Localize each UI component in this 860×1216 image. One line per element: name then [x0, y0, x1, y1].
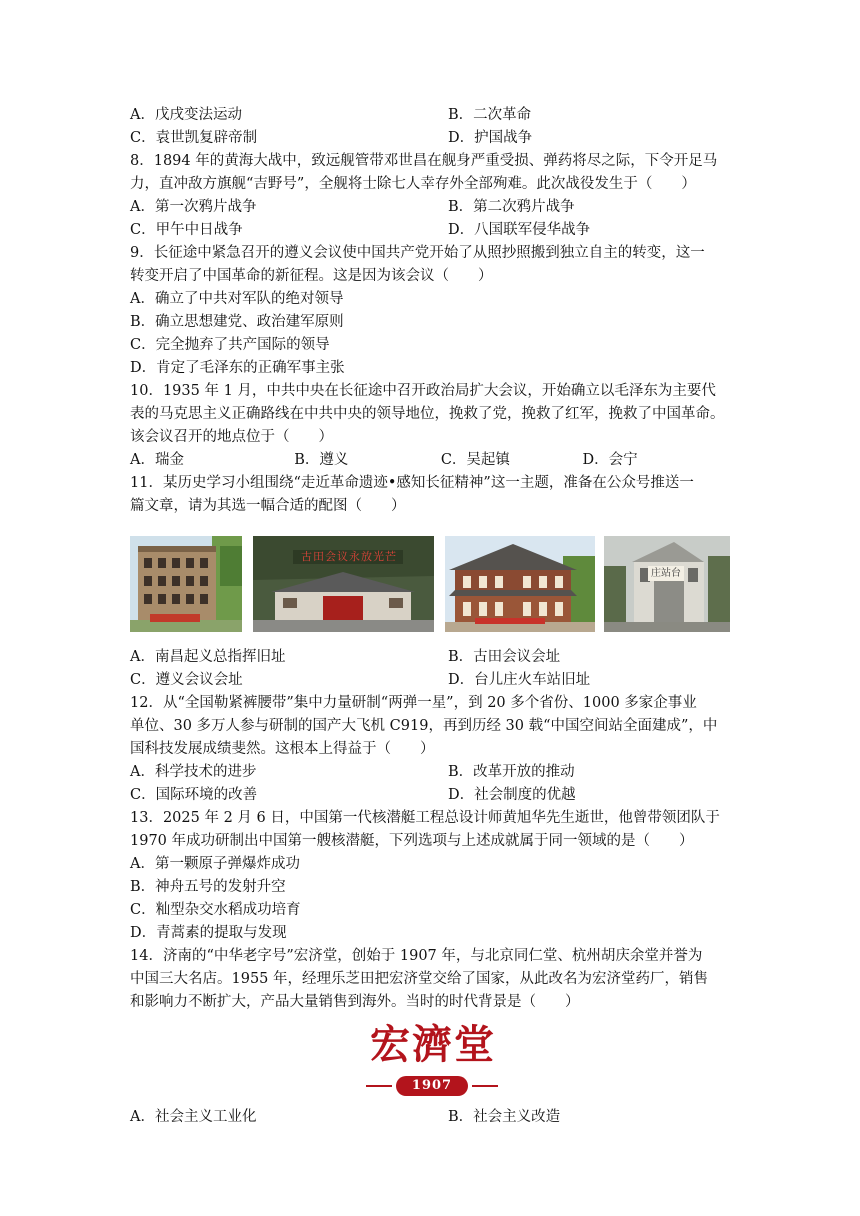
q10-option-c[interactable]: C．吴起镇 [440, 452, 510, 468]
logo-brand-text: 宏濟堂 [370, 1021, 496, 1068]
q12-stem-line2: 单位、30 多万人参与研制的国产大飞机 C919，再到历经 30 载“中国空间站全面建成”，中 [130, 718, 718, 734]
logo-year-text: 1907 [411, 1078, 453, 1093]
logo-rule-right [472, 1085, 498, 1087]
taierzhuang-sign-text: 庄站台 [648, 566, 684, 581]
photo-gutian-site [253, 536, 434, 632]
q8-option-d[interactable]: D．八国联军侵华战争 [448, 222, 591, 238]
q8-option-c[interactable]: C．甲午中日战争 [130, 222, 243, 238]
q12-option-b[interactable]: B．改革开放的推动 [448, 764, 575, 780]
q9-option-b[interactable]: B．确立思想建党、政治建军原则 [130, 314, 344, 330]
q11-option-d[interactable]: D．台儿庄火车站旧址 [448, 672, 591, 688]
photo-nanchang-hq [130, 536, 242, 632]
logo-rule-left [366, 1085, 392, 1087]
q7-option-d[interactable]: D．护国战争 [448, 130, 533, 146]
q10-options-row [130, 449, 730, 472]
q13-option-a[interactable]: A．第一颗原子弹爆炸成功 [130, 856, 300, 872]
q9-stem-line1: 9．长征途中紧急召开的遵义会议使中国共产党开始了从照抄照搬到独立自主的转变，这一 [130, 245, 705, 261]
q14-stem-line2: 中国三大名店。1955 年，经理乐芝田把宏济堂交给了国家，从此改名为宏济堂药厂，销售 [130, 971, 709, 987]
q10-option-d[interactable]: D．会宁 [582, 452, 638, 468]
q12-options-row2 [130, 784, 730, 807]
q9-option-a[interactable]: A．确立了中共对军队的绝对领导 [130, 291, 344, 307]
hongjitang-logo [130, 1022, 730, 1106]
q11-option-a[interactable]: A．南昌起义总指挥旧址 [130, 649, 286, 665]
q14-options-row1 [130, 1106, 730, 1129]
q13-option-b[interactable]: B．神舟五号的发射升空 [130, 879, 286, 895]
q8-options-row2 [130, 219, 730, 242]
q10-stem-line1: 10．1935 年 1 月，中共中央在长征途中召开政治局扩大会议，开始确立以毛泽东为主要代 [130, 383, 716, 399]
q9-option-d[interactable]: D．肯定了毛泽东的正确军事主张 [130, 360, 345, 376]
q7-option-c[interactable]: C．袁世凯复辟帝制 [130, 130, 258, 146]
q10-option-a[interactable]: A．瑞金 [130, 452, 184, 468]
exam-page [130, 104, 730, 1129]
photo-taierzhuang-station [604, 536, 730, 632]
q12-options-row1 [130, 761, 730, 784]
q13-option-c[interactable]: C．籼型杂交水稻成功培育 [130, 902, 301, 918]
q12-stem-line1: 12．从“全国勒紧裤腰带”集中力量研制“两弹一星”，到 20 多个省份、1000 多家企事业 [130, 695, 697, 711]
q14-option-b[interactable]: B．社会主义改造 [448, 1109, 561, 1125]
q12-stem-line3: 国科技发展成绩斐然。这根本上得益于（ ） [130, 741, 435, 757]
q13-stem-line2: 1970 年成功研制出中国第一艘核潜艇，下列选项与上述成就属于同一领域的是（ ） [130, 833, 694, 849]
q8-option-b[interactable]: B．第二次鸦片战争 [448, 199, 575, 215]
q14-stem-line3: 和影响力不断扩大，产品大量销售到海外。当时的时代背景是（ ） [130, 994, 580, 1010]
photo-zunyi-site [445, 536, 595, 632]
logo-year-badge [396, 1076, 468, 1096]
q10-option-b[interactable]: B．遵义 [294, 452, 349, 468]
q14-option-a[interactable]: A．社会主义工业化 [130, 1109, 257, 1125]
q11-options-row2 [130, 669, 730, 692]
q13-option-d[interactable]: D．青蒿素的提取与发现 [130, 925, 287, 941]
q12-option-c[interactable]: C．国际环境的改善 [130, 787, 258, 803]
q8-stem-line1: 8．1894 年的黄海大战中，致远舰管带邓世昌在舰身严重受损、弹药将尽之际，下令开足马 [130, 153, 718, 169]
q7-options-row1 [130, 104, 730, 127]
q12-option-d[interactable]: D．社会制度的优越 [448, 787, 576, 803]
q10-stem-line2: 表的马克思主义正确路线在中共中央的领导地位，挽救了党，挽救了红军，挽救了中国革命。 [130, 406, 725, 422]
q14-stem-line1: 14．济南的“中华老字号”宏济堂，创始于 1907 年，与北京同仁堂、杭州胡庆余堂并誉为 [130, 948, 703, 964]
q13-stem-line1: 13．2025 年 2 月 6 日，中国第一代核潜艇工程总设计师黄旭华先生逝世，他曾带领团队于 [130, 810, 720, 826]
q9-option-c[interactable]: C．完全抛弃了共产国际的领导 [130, 337, 330, 353]
q8-option-a[interactable]: A．第一次鸦片战争 [130, 199, 257, 215]
q12-option-a[interactable]: A．科学技术的进步 [130, 764, 257, 780]
q11-stem-line2: 篇文章，请为其选一幅合适的配图（ ） [130, 498, 406, 514]
q9-stem-line2: 转变开启了中国革命的新征程。这是因为该会议（ ） [130, 268, 493, 284]
q8-stem-line2: 力，直冲敌方旗舰“吉野号”，全舰将士除七人幸存外全部殉难。此次战役发生于（ ） [130, 176, 696, 192]
q8-options-row1 [130, 196, 730, 219]
q11-stem-line1: 11．某历史学习小组围绕“走近革命遗迹•感知长征精神”这一主题，准备在公众号推送一 [130, 475, 694, 491]
q11-options-row1 [130, 646, 730, 669]
gutian-sign-text: 古田会议永放光芒 [301, 550, 397, 563]
q7-option-a[interactable]: A．戊戌变法运动 [130, 107, 242, 123]
q10-stem-line3: 该会议召开的地点位于（ ） [130, 429, 333, 445]
q11-option-c[interactable]: C．遵义会议会址 [130, 672, 243, 688]
q7-options-row2 [130, 127, 730, 150]
q11-photo-row [130, 536, 730, 640]
q7-option-b[interactable]: B．二次革命 [448, 107, 532, 123]
q11-option-b[interactable]: B．古田会议会址 [448, 649, 561, 665]
